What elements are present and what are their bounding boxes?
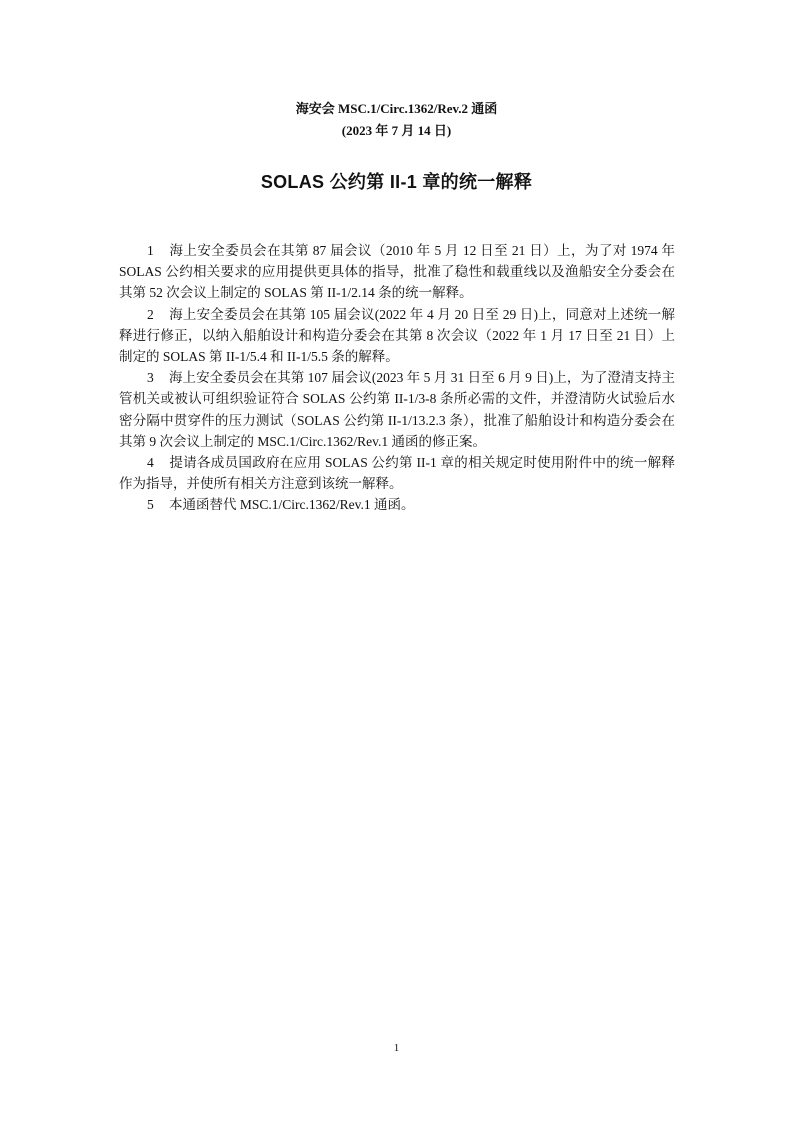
paragraph-number: 2 — [147, 306, 154, 322]
paragraph-text: 海上安全委员会在其第 105 届会议(2022 年 4 月 20 日至 29 日)上，同意对上述统一解释进行修正，以纳入船舶设计和构造分委会在其第 8 次会议（2022 年 1 月 17 日至 21 日）上制定的 SOLAS 第 II-1/5.4 和 II-1/5.5 条的解释。 — [119, 306, 675, 365]
document-body — [119, 240, 675, 516]
paragraph-number: 5 — [147, 497, 154, 513]
paragraph-text: 本通函替代 MSC.1/Circ.1362/Rev.1 通函。 — [169, 497, 415, 513]
document-title: SOLAS 公约第 II-1 章的统一解释 — [260, 172, 533, 192]
page-number: 1 — [393, 1042, 400, 1054]
paragraph-number: 1 — [147, 243, 154, 258]
paragraph-text: 海上安全委员会在其第 87 届会议（2010 年 5 月 12 日至 21 日）上，为了对 1974 年 SOLAS 公约相关要求的应用提供更具体的指导，批准了稳性和载重线以及渔船安全分委会在其第 52 次会议上制定的 SOLAS 第 II-1/2.14 条的统一解释。 — [119, 243, 675, 301]
paragraph-number: 4 — [147, 455, 154, 471]
circular-reference: 海安会 MSC.1/Circ.1362/Rev.2 通函 — [295, 101, 498, 116]
paragraph-2 — [119, 304, 675, 368]
paragraph-1 — [119, 240, 675, 304]
paragraph-text: 提请各成员国政府在应用 SOLAS 公约第 II-1 章的相关规定时使用附件中的统一解释作为指导，并使所有相关方注意到该统一解释。 — [119, 455, 675, 492]
paragraph-3 — [119, 367, 675, 452]
paragraph-5 — [119, 494, 675, 515]
paragraph-number: 3 — [147, 370, 154, 386]
paragraph-text: 海上安全委员会在其第 107 届会议(2023 年 5 月 31 日至 6 月 9 日)上，为了澄清支持主管机关或被认可组织验证符合 SOLAS 公约第 II-1/3-8 条所必需的文件，并澄清防火试验后水密分隔中贯穿件的压力测试（SOLAS 公约第 II-1/13.2.3 条），批准了船舶设计和构造分委会在其第 9 次会议上制定的 MSC.1/Circ.1362/Rev.1 通函的修正案。 — [119, 370, 675, 449]
circular-date: (2023 年 7 月 14 日) — [341, 123, 452, 138]
paragraph-4 — [119, 452, 675, 494]
